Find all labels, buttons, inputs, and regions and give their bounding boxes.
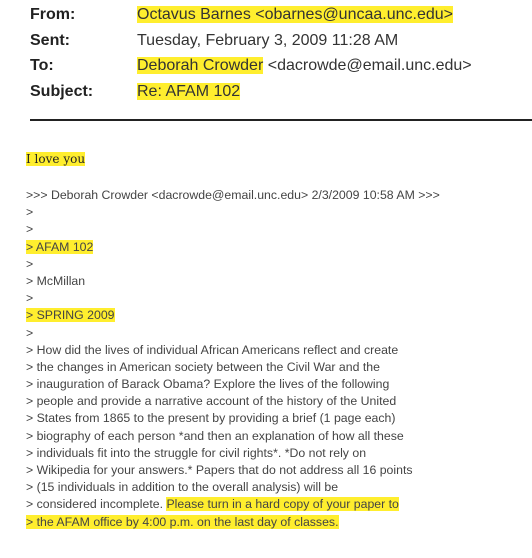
quoted-line: [26, 290, 530, 307]
quoted-line: [26, 325, 530, 342]
quoted-line: [26, 462, 530, 479]
quoted-line-text: > Wikipedia for your answers.* Papers that do not address all 16 points: [26, 463, 413, 477]
email-header: [30, 6, 530, 108]
from-label: From:: [30, 6, 76, 23]
quoted-line-text: > the changes in American society between the Civil War and the: [26, 359, 380, 374]
from-row: [30, 6, 530, 32]
quoted-line-text: > people and provide a narrative account of the history of the United: [26, 394, 397, 409]
quoted-line-text: > the AFAM office by 4:00 p.m. on the last day of classes.: [26, 514, 339, 529]
quoted-line-text: > inauguration of Barack Obama? Explore the lives of the following: [26, 377, 390, 392]
quoted-line-text: >>> Deborah Crowder <dacrowde@email.unc.edu> 2/3/2009 10:58 AM >>>: [26, 188, 440, 202]
quoted-line-text: > (15 individuals in addition to the overall analysis) will be: [26, 480, 339, 495]
quoted-line: [26, 256, 530, 273]
quoted-line: [26, 187, 530, 204]
greeting-text: I love you: [26, 152, 86, 166]
greeting: [26, 152, 85, 166]
subject-value: [137, 83, 240, 101]
to-value: [137, 57, 472, 75]
quoted-line-text: > SPRING 2009: [26, 308, 115, 323]
quoted-line-text: > States from 1865 to the present by providing a brief (1 page each): [26, 411, 396, 426]
quoted-line: [26, 496, 530, 513]
to-row: [30, 57, 530, 83]
quoted-line: [26, 393, 530, 410]
quoted-line-text: >: [26, 325, 34, 340]
quoted-line-text: >: [26, 256, 34, 271]
quoted-line: [26, 445, 530, 462]
to-name: Deborah Crowder: [137, 57, 264, 74]
quoted-line: [26, 342, 530, 359]
to-label: To:: [30, 57, 54, 74]
quoted-line-text: > AFAM 102: [26, 239, 94, 254]
quoted-line: [26, 479, 530, 496]
quoted-line-text: > How did the lives of individual African Americans reflect and create: [26, 342, 399, 357]
quoted-line-text: >: [26, 205, 34, 220]
quoted-line: [26, 239, 530, 256]
quoted-line-text: > considered incomplete.: [26, 497, 167, 512]
subject-row: [30, 83, 530, 109]
quoted-line-highlight: Please turn in a hard copy of your paper to: [166, 497, 399, 512]
quoted-line-text: >: [26, 291, 34, 306]
subject-text: Re: AFAM 102: [137, 82, 241, 100]
sent-row: [30, 32, 530, 58]
quoted-line: [26, 273, 530, 290]
quoted-message: [26, 187, 530, 531]
quoted-line: [26, 307, 530, 324]
quoted-line: [26, 514, 530, 531]
quoted-line-text: > biography of each person *and then an explanation of how all these: [26, 428, 404, 443]
quoted-line: [26, 376, 530, 393]
quoted-line: [26, 410, 530, 427]
from-value: [137, 6, 453, 24]
quoted-line: [26, 221, 530, 238]
subject-label: Subject:: [30, 82, 94, 100]
quoted-line: [26, 359, 530, 376]
quoted-line: [26, 204, 530, 221]
quoted-line-text: >: [26, 222, 34, 237]
sent-label: Sent:: [30, 31, 70, 49]
quoted-line: [26, 428, 530, 445]
quoted-line-text: > McMillan: [26, 273, 86, 288]
header-divider: [30, 119, 532, 121]
sent-value: Tuesday, February 3, 2009 11:28 AM: [137, 31, 399, 49]
quoted-line-text: > individuals fit into the struggle for civil rights*. *Do not rely on: [26, 445, 367, 460]
from-address: Octavus Barnes <obarnes@uncaa.unc.edu>: [137, 6, 453, 23]
to-address: <dacrowde@email.unc.edu>: [263, 57, 472, 74]
